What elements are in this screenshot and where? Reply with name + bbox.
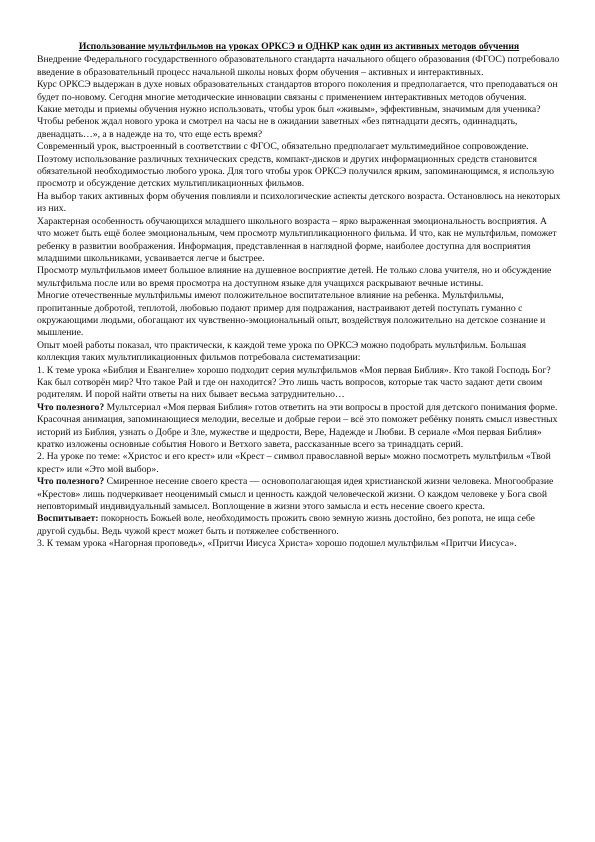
paragraph-text: Смиренное несение своего креста — основополагающая идея христианской жизни человека. Многообразие «Крестов» лишь подчеркивает неоценимый смысл и ценность каждой человеческой жизни. О каждом человеке у Бога свой неповторимый индивидуальный замысел. Воплощение в жизни этого замысла и есть несение своего креста. — [37, 476, 554, 513]
paragraph-2 — [37, 79, 561, 104]
paragraph-6 — [37, 216, 561, 266]
paragraph-lead: Воспитывает: — [37, 513, 99, 525]
paragraph-4 — [37, 141, 561, 191]
document-title: Использование мультфильмов на уроках ОРКСЭ и ОДНКР как один из активных методов обучения — [78, 41, 520, 52]
paragraph-text: На выбор таких активных форм обучения повлияли и психологические аспекты детского возраста. Остановлюсь на некоторых из них. — [37, 190, 561, 215]
paragraph-text: Курс ОРКСЭ выдержан в духе новых образовательных стандартов второго поколения и предполагается, что преподаваться он будет по-новому. Сегодня многие методические инновации связаны с применением интерактивных методов обучения. — [37, 79, 558, 103]
paragraph-text: Характерная особенность обучающихся младшего школьного возраста – ярко выраженная эмоциональность восприятия. А что может быть ещё более эмоциональным, чем просмотр мультипликационного фильма. И что, как не мультфильм, поможет ребенку в развитии воображения. Информация, представленная в наглядной форме, наиболее доступна для восприятия младшими школьниками, усваивается легче и быстрее. — [37, 215, 557, 264]
paragraph-text: 3. К темам урока «Нагорная проповедь», «Притчи Иисуса Христа» хорошо подошел мультфильм «Притчи Иисуса». — [37, 538, 517, 550]
paragraph-text: Внедрение Федерального государственного образовательного стандарта начального общего образования (ФГОС) потребовало введение в образовательный процесс начальной школы новых форм обучения – активных и интерактивных. — [37, 54, 560, 78]
paragraph-text: Мультсериал «Моя первая Библия» готов ответить на эти вопросы в простой для детского понимания форме. Красочная анимация, запоминающиеся мелодии, веселые и добрые герои – всё это поможет ребёнку понять смысл известных историй из Библия, узнать о Добре и Зле, мужестве и щедрости, Вере, Надежде и Любви. В сериале «Моя первая Библия» кратко изложены основные события Нового и Ветхого завета, рассказанные всего за тринадцать серий. — [37, 401, 558, 450]
paragraph-3 — [37, 104, 561, 141]
paragraph-13 — [37, 476, 561, 513]
paragraph-text: Опыт моей работы показал, что практически, к каждой теме урока по ОРКСЭ можно подобрать мультфильм. Большая коллекция таких мультипликационных фильмов потребовала систематизации: — [37, 339, 527, 364]
paragraph-8 — [37, 290, 561, 340]
paragraph-text: Просмотр мультфильмов имеет большое влияние на душевное восприятие детей. Не только слова учителя, но и обсуждение мультфильма после или во время просмотра на доступном языке для учащихся раскрывают вечные истины. — [37, 265, 552, 289]
paragraph-text: 2. На уроке по теме: «Христос и его крест» или «Крест – символ православной веры» можно посмотреть мультфильм «Твой крест» или «Это мой выбор». — [37, 451, 551, 475]
paragraph-text: Многие отечественные мультфильмы имеют положительное воспитательное влияние на ребенка. Мультфильмы, пропитанные добротой, теплотой, любовью подают пример для подражания, настраивают детей поступать гуманно с окружающими людьми, обогащают их чувственно-эмоциональный опыт, воздействуя положительно на детское сознание и мышление. — [37, 290, 546, 339]
paragraph-12 — [37, 451, 561, 476]
paragraph-14 — [37, 513, 561, 538]
paragraph-lead: Что полезного? — [37, 401, 105, 413]
paragraph-text: Современный урок, выстроенный в соответствии с ФГОС, обязательно предполагает мультимедийное сопровождение. Поэтому использование различных технических средств, компакт-дисков и других информационных средств становится обязательной необходимостью любого урока. Для того чтобы урок ОРКСЭ получился ярким, запоминающимся, я использую просмотр и обсуждение детских мультипликационных фильмов. — [37, 141, 554, 190]
paragraph-7 — [37, 265, 561, 290]
paragraph-5 — [37, 191, 561, 216]
paragraph-11 — [37, 402, 561, 452]
paragraph-text: 1. К теме урока «Библия и Евангелие» хорошо подходит серия мультфильмов «Моя первая Библия». Кто такой Господь Бог? Как был сотворён мир? Что такое Рай и где он находится? Это лишь часть вопросов, которые так часто задают дети своим родителям. И порой найти ответы на них бывает весьма затруднительно… — [37, 364, 551, 401]
paragraph-text: Какие методы и приемы обучения нужно использовать, чтобы урок был «живым», эффективным, значимым для ученика? Чтобы ребенок ждал нового урока и смотрел на часы не в ожидании заветных «без пятнадцати десять, одиннадцать, двенадцать…», а в надежде на то, что еще есть время? — [37, 104, 541, 140]
paragraph-15 — [37, 538, 561, 550]
paragraph-10 — [37, 365, 561, 402]
paragraph-9 — [37, 340, 561, 365]
paragraph-text: покорность Божьей воле, необходимость прожить свою земную жизнь достойно, без ропота, не ища себе другой судьбы. Ведь чужой крест может быть и потяжелее собственного. — [37, 513, 535, 537]
document-body — [37, 41, 561, 551]
paragraph-1 — [37, 54, 561, 79]
paragraph-lead: Что полезного? — [37, 476, 105, 488]
